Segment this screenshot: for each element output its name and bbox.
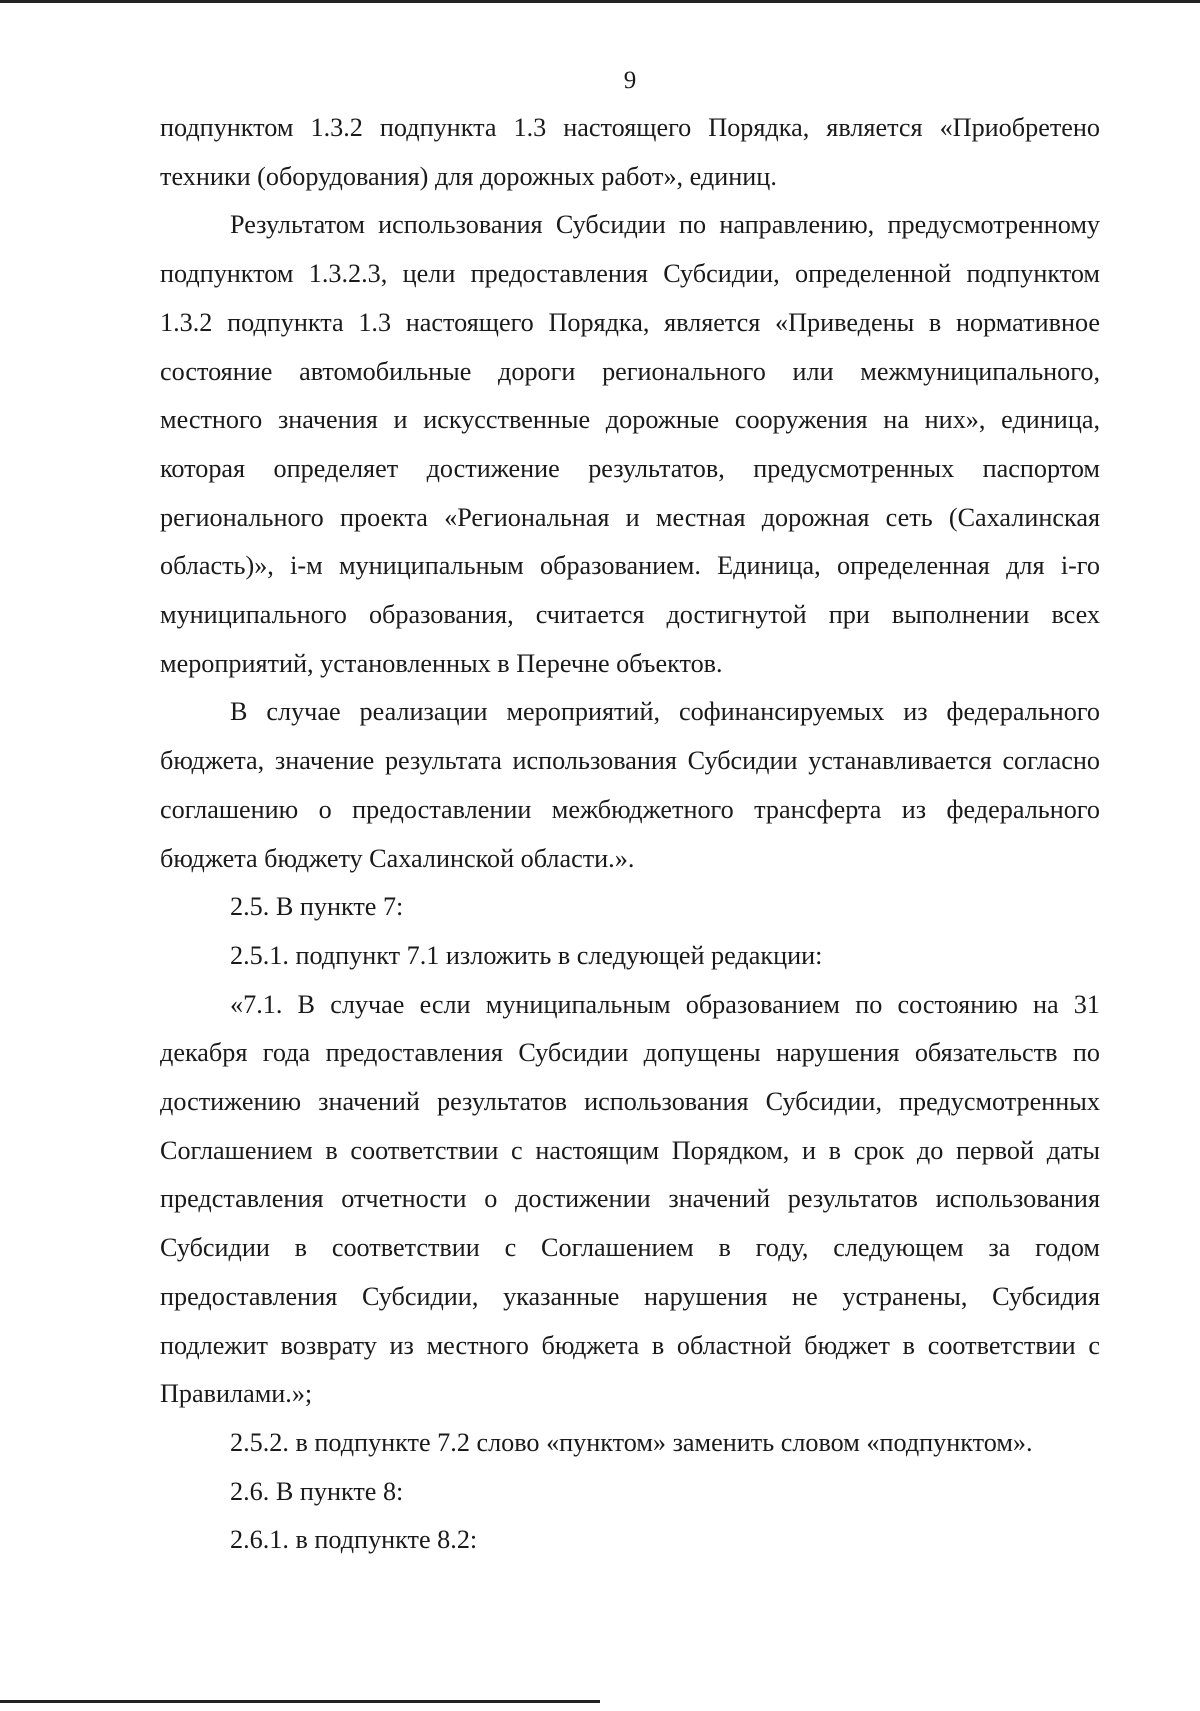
paragraph-continuation: подпунктом 1.3.2 подпункта 1.3 настоящего Порядка, является «Приобретено техники (оборудования) для дорожных работ», единиц. bbox=[160, 113, 1100, 191]
paragraph-2-6: 2.6. В пункте 8: bbox=[230, 1476, 404, 1506]
paragraph-result-subsidy: Результатом использования Субсидии по направлению, предусмотренному подпунктом 1.3.2.3, цели предоставления Субсидии, определенной подпунктом 1.3.2 подпункта 1.3 настоящего Порядка, является «Приведены в нормативное состояние автомобильные дороги регионального или межмуниципального, местного значения и искусственные дорожные сооружения на них», единица, которая определяет достижение результатов, предусмотренных паспортом регионального проекта «Региональная и местная дорожная сеть (Сахалинская область)», i-м муниципальным образованием. Единица, определенная для i-го муниципального образования, считается достигнутой при выполнении всех мероприятий, установленных в Перечне объектов. bbox=[160, 210, 1100, 678]
paragraph-7-1: «7.1. В случае если муниципальным образованием по состоянию на 31 декабря года предоставления Субсидии допущены нарушения обязательств по достижению значений результатов использования Субсидии, предусмотренных Соглашением в соответствии с настоящим Порядком, и в срок до первой даты представления отчетности о достижении значений результатов использования Субсидии в соответствии с Соглашением в году, следующем за годом предоставления Субсидии, указанные нарушения не устранены, Субсидия подлежит возврату из местного бюджета в областной бюджет в соответствии с Правилами.»; bbox=[160, 989, 1100, 1409]
bottom-border-line bbox=[0, 1700, 600, 1703]
paragraph-2-6-1: 2.6.1. в подпункте 8.2: bbox=[230, 1525, 478, 1555]
paragraph-2-5-2: 2.5.2. в подпункте 7.2 слово «пунктом» заменить словом «подпунктом». bbox=[230, 1427, 1033, 1457]
document-body bbox=[160, 104, 1100, 1565]
top-border-line bbox=[0, 0, 1200, 3]
paragraph-federal-budget: В случае реализации мероприятий, софинансируемых из федерального бюджета, значение результата использования Субсидии устанавливается согласно соглашению о предоставлении межбюджетного трансферта из федерального бюджета бюджету Сахалинской области.». bbox=[160, 697, 1100, 873]
paragraph-2-5: 2.5. В пункте 7: bbox=[230, 892, 404, 922]
page-number: 9 bbox=[623, 67, 637, 94]
paragraph-2-5-1: 2.5.1. подпункт 7.1 изложить в следующей редакции: bbox=[230, 940, 823, 970]
